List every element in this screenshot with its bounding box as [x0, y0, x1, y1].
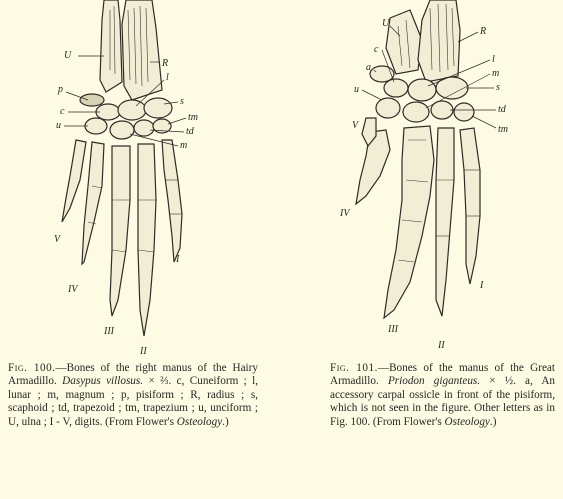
digit-i	[460, 128, 480, 284]
label-digit-ii: II	[140, 346, 147, 357]
label-scaphoid: s	[496, 82, 500, 93]
label-radius: R	[162, 58, 169, 69]
digit-iii	[384, 126, 434, 318]
figure-101-illustration	[330, 0, 530, 360]
label-magnum: m	[492, 68, 500, 79]
digit-v	[62, 140, 86, 222]
great-armadillo-manus-drawing	[330, 0, 530, 360]
figure-100-illustration	[40, 0, 250, 360]
digit-ii	[138, 144, 156, 336]
ulna-bone	[100, 0, 122, 92]
digit-iii	[110, 146, 130, 316]
digit-i	[162, 140, 182, 262]
unciform-bone	[85, 118, 107, 134]
label-digit-i: I	[176, 254, 180, 265]
label-lunar: l	[492, 54, 495, 65]
label-scaphoid: s	[180, 96, 184, 107]
label-digit-iii: III	[388, 324, 398, 335]
label-trapezoid: td	[498, 104, 506, 115]
label-unciform: u	[56, 120, 61, 131]
figure-100-caption-details: × ⅔. c, Cuneiform ; l, lunar ; m, magnum ; p, pisiform ; R, radius ; s, scaphoid ; td, trapezoid ; tm, trapezium ; u, unciform ; U, ulna ; I - V, digits. (From Flower's	[8, 375, 259, 428]
label-ulna: U	[382, 18, 390, 29]
lunar-bone	[118, 100, 146, 120]
trapezium-bone	[454, 103, 474, 121]
label-cuneiform: c	[374, 44, 379, 55]
figure-100-caption	[8, 362, 258, 429]
label-radius: R	[480, 26, 487, 37]
label-digit-iv: IV	[68, 284, 78, 295]
label-accessory: a	[366, 62, 371, 73]
label-digit-ii: II	[438, 340, 445, 351]
pisiform-bone	[80, 94, 104, 106]
label-cuneiform: c	[60, 106, 65, 117]
lunar-bone	[408, 79, 436, 101]
armadillo-manus-drawing	[40, 0, 250, 360]
label-digit-v: V	[352, 120, 359, 131]
label-digit-v: V	[54, 234, 61, 245]
trapezoid-bone	[134, 120, 154, 136]
label-pisiform: p	[58, 84, 63, 95]
figure-100-book: Osteology	[176, 415, 223, 428]
figure-100-caption-text: —Bones of the right manus of the Hairy Armadillo.	[8, 362, 258, 388]
figure-101-caption-end: .)	[489, 415, 497, 428]
label-digit-i: I	[480, 280, 484, 291]
ulna-bone	[386, 10, 422, 74]
figure-100-species: Dasypus villosus.	[62, 375, 144, 388]
digit-iv	[356, 130, 390, 204]
figure-101-book: Osteology	[444, 415, 490, 428]
label-trapezium: tm	[188, 112, 198, 123]
label-magnum: m	[180, 140, 188, 151]
figure-101-caption-details: × ½. a, An accessory carpal ossicle in front of the pisiform, which is not seen in the figure. Other letters as in Fig. 100. (From Flower's	[330, 375, 555, 428]
figure-100-caption-end: .)	[222, 415, 229, 428]
label-ulna: U	[64, 50, 72, 61]
figure-101-number: Fig. 101.	[330, 362, 378, 374]
magnum-bone	[110, 121, 134, 139]
figure-101-species: Priodon giganteus.	[387, 375, 481, 388]
label-digit-iii: III	[104, 326, 114, 337]
label-trapezoid: td	[186, 126, 194, 137]
scaphoid-bone	[144, 98, 172, 118]
figure-100-number: Fig. 100.	[8, 362, 56, 374]
label-lunar: l	[166, 72, 169, 83]
unciform-bone	[376, 98, 400, 118]
digit-iv	[82, 142, 104, 264]
figure-101-caption-text: —Bones of the manus of the Great Armadillo.	[330, 362, 555, 388]
figure-101-caption	[330, 362, 555, 429]
label-digit-iv: IV	[340, 208, 350, 219]
label-unciform: u	[354, 84, 359, 95]
label-trapezium: tm	[498, 124, 508, 135]
digit-ii	[436, 128, 454, 316]
cuneiform-bone	[384, 79, 408, 97]
magnum-bone	[403, 102, 429, 122]
